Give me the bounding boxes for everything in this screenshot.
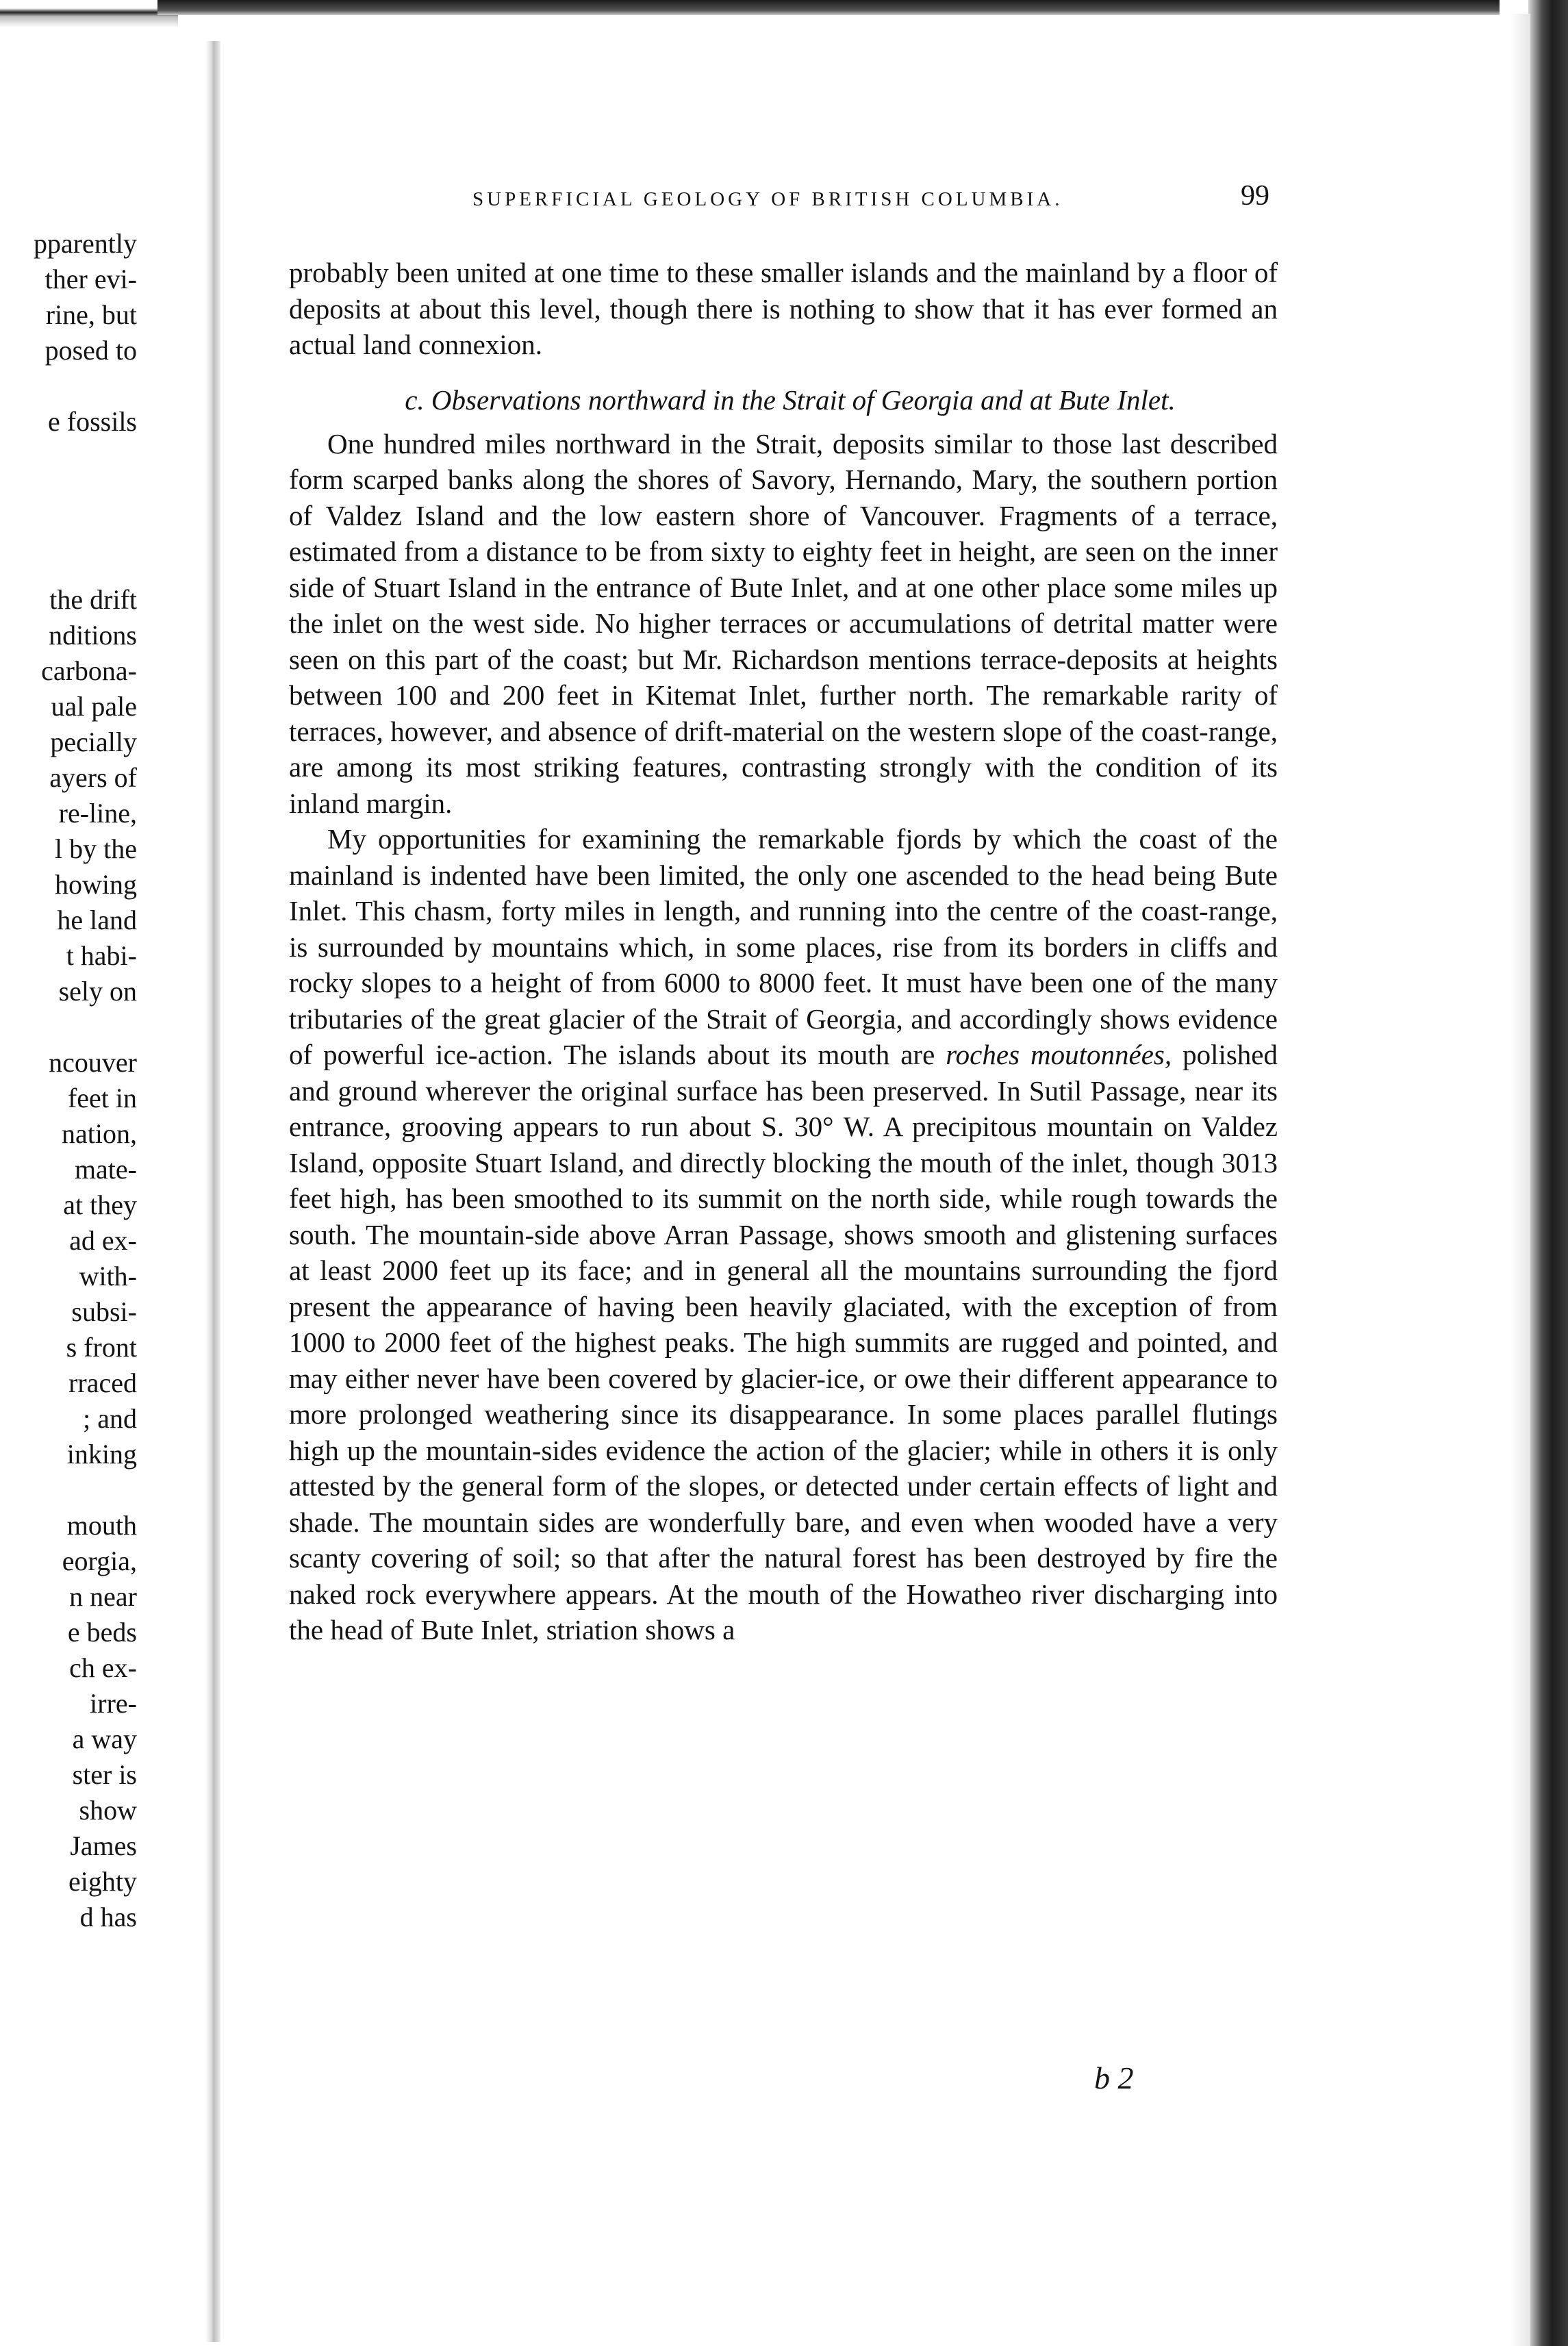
left-fragment-line: pparently — [33, 228, 137, 259]
left-fragment-line: carbona- — [41, 655, 137, 686]
left-fragment-line: ch ex- — [69, 1652, 137, 1683]
left-fragment-line: ther evi- — [45, 264, 137, 294]
left-fragment-line: eighty — [68, 1866, 137, 1897]
left-fragment-line: sely on — [58, 976, 137, 1007]
paragraph-fjords-text-b: polished and ground wherever the original surface has been preserved. In Sutil Passage, near its entrance, grooving appears to run about S. 30° W. A precipitous mountain on Valdez Island, opposite Stuart Island, and directly blocking the mouth of the inlet, though 3013 feet high, has been smoothed to its summit on the north side, while rough towards the south. The mountain-side above Arran Passage, shows smooth and glistening surfaces at least 2000 feet up its face; and in general all the mountains surrounding the fjord present the appearance of having been heavily glaciated, with the exception of from 1000 to 2000 feet of the highest peaks. The high summits are rugged and pointed, and may either never have been covered by glacier-ice, or owe their different appearance to more prolonged weathering since its disappearance. In some places parallel flutings high up the mountain-sides evidence the action of the glacier; while in others it is only attested by the general form of the slopes, or detected under certain effects of light and shade. The mountain sides are wonderfully bare, and even when wooded have a very scanty covering of soil; so that after the natural forest has been destroyed by fire the naked rock everywhere appears. At the mouth of the Howatheo river discharging into the head of Bute Inlet, striation shows a — [289, 1039, 1278, 1645]
left-fragment-line: l by the — [55, 833, 137, 864]
left-fragment-line: pecially — [50, 727, 137, 757]
page-number: 99 — [1241, 180, 1269, 212]
left-fragment-line: the drift — [49, 584, 137, 615]
running-header: SUPERFICIAL GEOLOGY OF BRITISH COLUMBIA. — [472, 188, 1063, 210]
section-heading: c. Observations northward in the Strait of Georgia and at Bute Inlet. — [405, 383, 1176, 416]
left-fragment-line: rraced — [68, 1367, 137, 1398]
left-fragment-line: n near — [69, 1581, 137, 1612]
left-fragment-line: eorgia, — [62, 1546, 137, 1576]
left-fragment-line: subsi- — [71, 1296, 137, 1327]
left-fragment-line: ual pale — [51, 691, 137, 722]
paragraph-fjords-text-a: My opportunities for examining the remarkable fjords by which the coast of the mainland is indented have been limited, the only one ascended to the head being Bute Inlet. This chasm, forty miles in length, and running into the centre of the coast-range, is surrounded by mountains which, in some places, rise from its borders in cliffs and rocky slopes to a height of from 6000 to 8000 feet. It must have been one of the many tributaries of the great glacier of the Strait of Georgia, and accordingly shows evidence of powerful ice-action. The islands about its mouth are — [289, 823, 1278, 1070]
left-fragment-line: e beds — [67, 1617, 137, 1648]
left-fragment-line: feet in — [67, 1083, 137, 1113]
left-fragment-line: ster is — [72, 1759, 137, 1790]
left-fragment-line: d has — [79, 1902, 137, 1932]
left-fragment-line: nditions — [49, 620, 137, 651]
scan-edge-top-left — [0, 0, 178, 27]
signature-mark: b 2 — [1094, 2060, 1134, 2095]
page-edge-shade — [1510, 14, 1530, 2346]
left-fragment-line: a way — [72, 1724, 137, 1754]
left-fragment-line: ncouver — [49, 1047, 137, 1078]
left-fragment-line: ayers of — [49, 762, 137, 793]
scan-edge-right — [1528, 0, 1568, 2346]
left-fragment-line: t habi- — [66, 940, 137, 971]
main-text-block — [289, 255, 1278, 1648]
left-fragment-line: posed to — [45, 335, 137, 366]
left-fragment-line: irre- — [90, 1688, 137, 1719]
left-fragment-line: mouth — [66, 1510, 137, 1541]
left-fragment-line: show — [79, 1795, 137, 1826]
left-fragment-line: at they — [63, 1189, 137, 1220]
left-fragment-line: James — [70, 1830, 137, 1861]
paragraph-continuation: probably been united at one time to these smaller islands and the mainland by a floor of deposits at about this level, though there is nothing to show that it has ever formed an actual land connexion. — [289, 257, 1278, 360]
left-fragment-line: s front — [66, 1332, 137, 1363]
left-fragment-line: rine, but — [45, 299, 137, 330]
left-fragment-line: nation, — [62, 1118, 137, 1149]
book-gutter — [205, 41, 220, 2342]
left-fragment-line: inking — [66, 1439, 137, 1470]
italic-term: roches moutonnées, — [946, 1039, 1172, 1070]
left-fragment-line: howing — [55, 869, 137, 900]
paragraph-observations: One hundred miles northward in the Strait, deposits similar to those last described form scarped banks along the shores of Savory, Hernando, Mary, the southern portion of Valdez Island and the low eastern shore of Vancouver. Fragments of a terrace, estimated from a distance to be from sixty to eighty feet in height, are seen on the inner side of Stuart Island in the entrance of Bute Inlet, and at one other place some miles up the inlet on the west side. No higher terraces or accumulations of detrital matter were seen on this part of the coast; but Mr. Richardson mentions terrace-deposits at heights between 100 and 200 feet in Kitemat Inlet, further north. The remarkable rarity of terraces, however, and absence of drift-material on the western slope of the coast-range, are among its most striking features, contrasting strongly with the condition of its inland margin. — [289, 427, 1278, 819]
scan-edge-top — [157, 0, 1500, 15]
left-fragment-line: ; and — [83, 1403, 137, 1434]
left-fragment-line: e fossils — [48, 406, 137, 437]
left-fragment-line: mate- — [74, 1154, 137, 1185]
left-fragment-line: ad ex- — [69, 1225, 137, 1256]
left-fragment-line: with- — [79, 1261, 137, 1291]
left-fragment-line: re-line, — [58, 798, 137, 829]
paragraph-fjords — [289, 821, 1278, 1648]
left-fragment-line: he land — [57, 905, 137, 935]
